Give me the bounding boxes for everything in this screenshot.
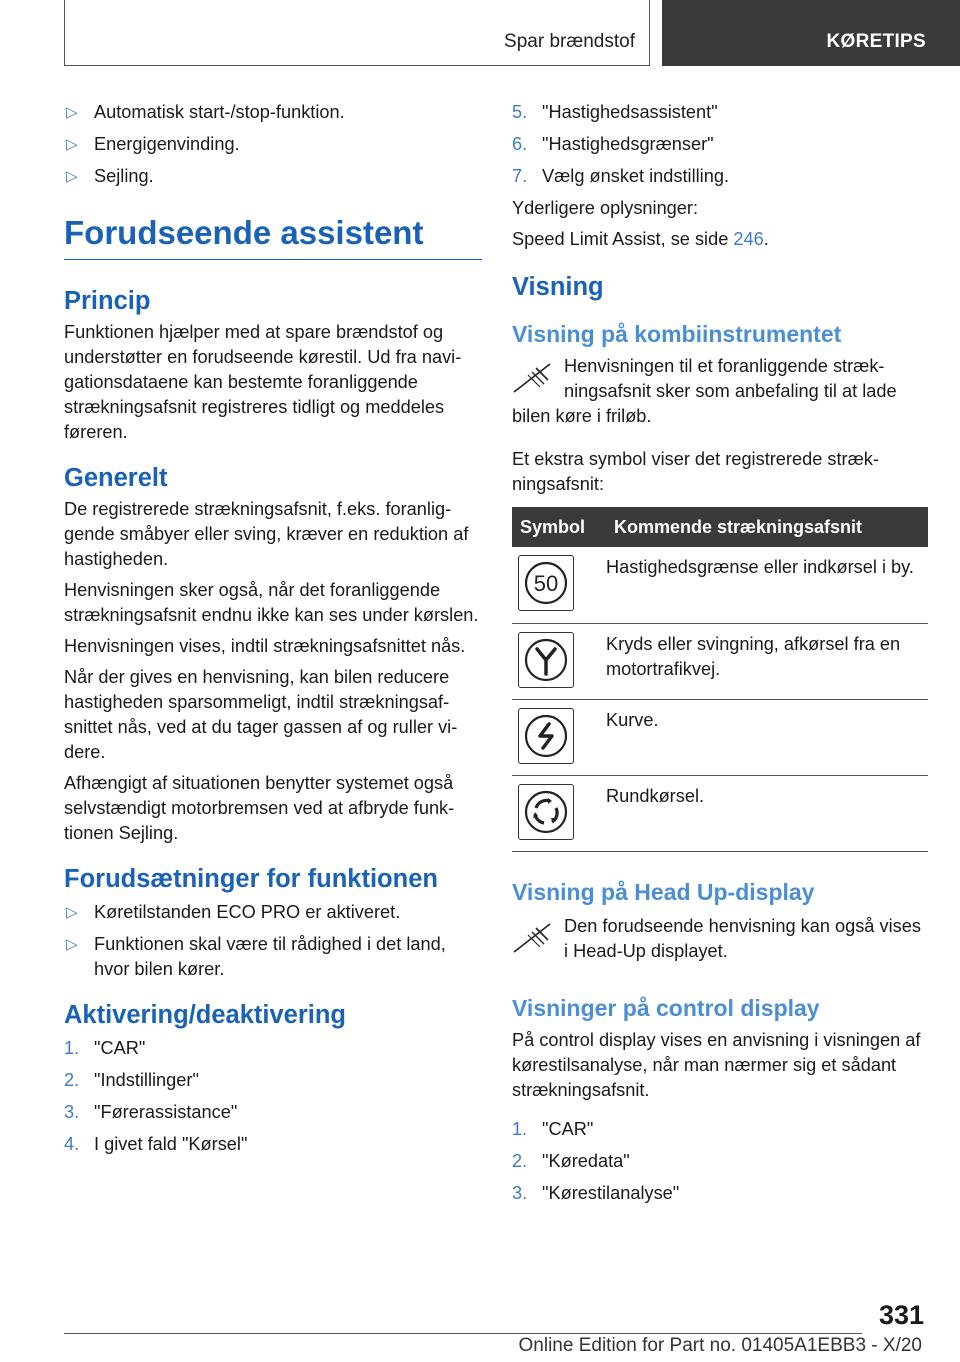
see-page-reference: Speed Limit Assist, se side 246. [512,229,769,249]
general-paragraph: Afhængigt af situationen benytter systemet også selvstændigt motorbremsen ved at afbryde funktionen Sejling. [64,773,455,843]
table-cell: Kryds eller svingning, afkørsel fra en motortrafikvej. [606,623,928,699]
step-item: 5. "Hastighedsassistent" [512,102,718,122]
table-header-symbol: Symbol [512,507,606,547]
roundabout-icon [518,784,574,840]
principle-text: Funktionen hjælper med at spare brændstof og understøtter en forudseende kørestil. Ud fra navigationsdataene kan bestemte foranliggende strækningsafsnit registreres tidligt og meddeles føreren. [64,322,462,442]
triangle-bullet-icon: ▷ [66,168,78,185]
hud-heading: Visning på Head Up-display [512,878,815,905]
header-section-title: Spar brændstof [504,31,635,52]
header-section-tab [64,0,650,66]
instrument-note-cont: bilen køre i friløb. [512,406,652,426]
instrument-heading: Visning på kombiinstrumentet [512,321,842,347]
display-heading: Visning [512,273,604,301]
control-text: På control display vises en anvisning i visningen af kørestilsanalyse, når man nærmer sig et sådant strækningsafsnit. [512,1029,921,1100]
header-chapter-tab [662,0,960,66]
table-row [512,547,928,623]
curve-icon [518,708,574,764]
general-paragraph: Når der gives en henvisning, kan bilen reducere hastigheden sparsommeligt, indtil strækningsafsnittet nås, ved at du tager gassen af og ruller videre. [64,667,458,762]
list-item: ▷ Køretilstanden ECO PRO er aktiveret. [64,900,482,925]
step-item: 3. "Førerassistance" [64,1102,238,1122]
instrument-note [512,354,928,429]
steps-continued [512,100,928,189]
triangle-bullet-icon: ▷ [66,136,78,153]
table-cell: Hastighedsgrænse eller indkørsel i by. [606,547,928,623]
main-title: Forudseende assistent [64,213,482,260]
step-item: 1. "CAR" [64,1038,146,1058]
left-column [64,100,482,1164]
junction-icon [518,632,574,688]
more-info-label: Yderligere oplysninger: [512,198,699,218]
table-row [512,623,928,699]
table-row [512,775,928,851]
page-link[interactable]: 246 [733,229,764,249]
intro-list [64,100,482,189]
step-item: 7. Vælg ønsket indstilling. [512,166,730,186]
extra-symbol-text: Et ekstra symbol viser det registrerede strækningsafsnit: [512,449,879,494]
step-item: 2. "Køredata" [512,1150,630,1171]
requirements-heading: Forudsætninger for funktionen [64,865,438,893]
table-cell: Rundkørsel. [606,775,928,851]
requirements-list [64,900,482,982]
principle-heading: Princip [64,287,151,315]
eco-tip-icon [512,922,552,954]
eco-tip-icon [512,362,552,394]
control-heading: Visninger på control display [512,994,820,1021]
hud-note-text: Den forudseende henvisning kan også vises i Head-Up displayet. [564,915,921,961]
page-number: 331 [878,1300,924,1330]
table-cell: Kurve. [606,699,928,775]
footer-divider [64,1333,862,1334]
general-paragraph: Henvisningen sker også, når det foranliggende strækningsafsnit endnu ikke kan ses under kørslen. [64,580,479,625]
step-item: 2. "Indstillinger" [64,1070,199,1090]
general-heading: Generelt [64,464,168,492]
triangle-bullet-icon: ▷ [66,936,78,953]
right-column [512,100,928,1213]
step-item: 3. "Kørestilanalyse" [512,1182,680,1203]
triangle-bullet-icon: ▷ [66,904,78,921]
activation-steps [64,1036,482,1157]
instrument-note-text: Henvisningen til et foranliggende strækningsafsnit sker som anbefaling til at lade [564,356,897,401]
activation-heading: Aktivering/deaktivering [64,1001,347,1029]
step-item: 4. I givet fald "Kørsel" [64,1134,248,1154]
list-item: ▷ Sejling. [64,164,482,189]
header-chapter-title: KØRETIPS [826,31,926,52]
step-item: 1. "CAR" [512,1118,594,1139]
list-item: ▷ Energigenvinding. [64,132,482,157]
list-item: ▷ Funktionen skal være til rådighed i det land, hvor bilen kører. [66,934,446,979]
control-steps [512,1117,928,1206]
list-item: ▷ Automatisk start-/stop-funktion. [64,100,482,125]
hud-note [512,914,928,964]
footer-edition: Online Edition for Part no. 01405A1EBB3 - X/20 [518,1335,922,1356]
table-row [512,699,928,775]
general-paragraph: Henvisningen vises, indtil strækningsafsnittet nås. [64,636,466,656]
table-header-section: Kommende strækningsafsnit [606,507,928,547]
symbol-table [512,507,928,852]
step-item: 6. "Hastighedsgrænser" [512,134,714,154]
speed-limit-50-icon [518,555,574,611]
general-paragraph: De registrerede strækningsafsnit, f.eks. foranliggende småbyer eller sving, kræver en reduktion af hastigheden. [64,499,469,569]
triangle-bullet-icon: ▷ [66,104,78,121]
svg-text:50: 50 [533,571,559,596]
